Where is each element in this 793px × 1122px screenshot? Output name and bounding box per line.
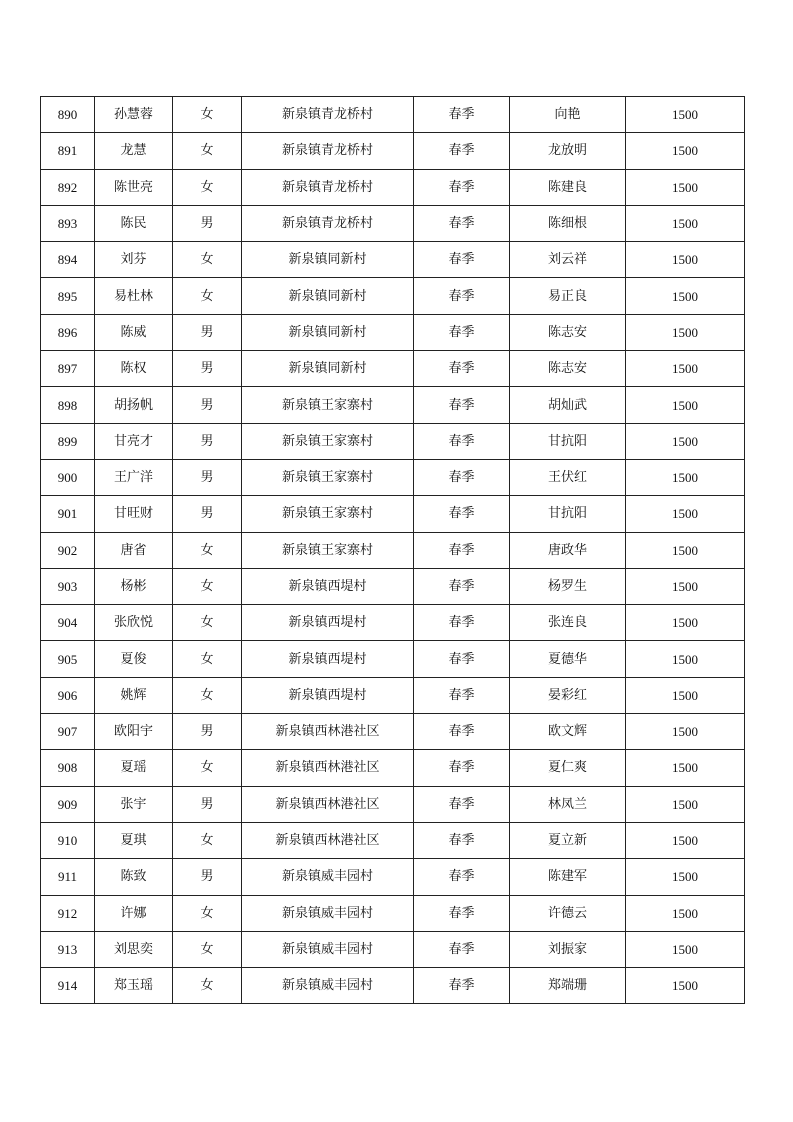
- row-number-cell: 891: [41, 133, 95, 169]
- season-cell: 春季: [414, 822, 510, 858]
- guardian-name-cell: 夏德华: [510, 641, 626, 677]
- student-name-cell: 龙慧: [95, 133, 173, 169]
- row-number-cell: 909: [41, 786, 95, 822]
- amount-cell: 1500: [626, 459, 745, 495]
- season-cell: 春季: [414, 314, 510, 350]
- student-name-cell: 夏瑶: [95, 750, 173, 786]
- table-row: [41, 242, 745, 278]
- table-row: [41, 641, 745, 677]
- amount-cell: 1500: [626, 133, 745, 169]
- row-number-cell: 904: [41, 605, 95, 641]
- amount-cell: 1500: [626, 169, 745, 205]
- student-name-cell: 王广洋: [95, 459, 173, 495]
- amount-cell: 1500: [626, 605, 745, 641]
- row-number-cell: 897: [41, 351, 95, 387]
- amount-cell: 1500: [626, 242, 745, 278]
- guardian-name-cell: 唐政华: [510, 532, 626, 568]
- amount-cell: 1500: [626, 895, 745, 931]
- table-row: [41, 605, 745, 641]
- student-name-cell: 胡扬帆: [95, 387, 173, 423]
- guardian-name-cell: 甘抗阳: [510, 496, 626, 532]
- address-cell: 新泉镇威丰园村: [242, 931, 414, 967]
- row-number-cell: 896: [41, 314, 95, 350]
- table-body: [41, 97, 745, 1004]
- row-number-cell: 899: [41, 423, 95, 459]
- table-row: [41, 568, 745, 604]
- amount-cell: 1500: [626, 532, 745, 568]
- gender-cell: 男: [173, 205, 242, 241]
- season-cell: 春季: [414, 97, 510, 133]
- row-number-cell: 913: [41, 931, 95, 967]
- season-cell: 春季: [414, 750, 510, 786]
- guardian-name-cell: 陈细根: [510, 205, 626, 241]
- row-number-cell: 894: [41, 242, 95, 278]
- amount-cell: 1500: [626, 496, 745, 532]
- amount-cell: 1500: [626, 822, 745, 858]
- row-number-cell: 893: [41, 205, 95, 241]
- gender-cell: 男: [173, 496, 242, 532]
- amount-cell: 1500: [626, 859, 745, 895]
- guardian-name-cell: 向艳: [510, 97, 626, 133]
- gender-cell: 男: [173, 714, 242, 750]
- address-cell: 新泉镇西堤村: [242, 677, 414, 713]
- student-name-cell: 夏俊: [95, 641, 173, 677]
- address-cell: 新泉镇青龙桥村: [242, 97, 414, 133]
- guardian-name-cell: 陈志安: [510, 314, 626, 350]
- student-name-cell: 郑玉瑶: [95, 968, 173, 1004]
- gender-cell: 女: [173, 605, 242, 641]
- row-number-cell: 890: [41, 97, 95, 133]
- season-cell: 春季: [414, 387, 510, 423]
- row-number-cell: 912: [41, 895, 95, 931]
- amount-cell: 1500: [626, 641, 745, 677]
- table-row: [41, 351, 745, 387]
- gender-cell: 男: [173, 387, 242, 423]
- row-number-cell: 900: [41, 459, 95, 495]
- address-cell: 新泉镇威丰园村: [242, 895, 414, 931]
- table-row: [41, 169, 745, 205]
- row-number-cell: 892: [41, 169, 95, 205]
- amount-cell: 1500: [626, 968, 745, 1004]
- gender-cell: 女: [173, 133, 242, 169]
- address-cell: 新泉镇同新村: [242, 278, 414, 314]
- amount-cell: 1500: [626, 97, 745, 133]
- guardian-name-cell: 郑端珊: [510, 968, 626, 1004]
- address-cell: 新泉镇王家寨村: [242, 423, 414, 459]
- row-number-cell: 908: [41, 750, 95, 786]
- student-name-cell: 易杜林: [95, 278, 173, 314]
- guardian-name-cell: 林凤兰: [510, 786, 626, 822]
- season-cell: 春季: [414, 786, 510, 822]
- gender-cell: 女: [173, 242, 242, 278]
- season-cell: 春季: [414, 423, 510, 459]
- address-cell: 新泉镇同新村: [242, 351, 414, 387]
- amount-cell: 1500: [626, 314, 745, 350]
- amount-cell: 1500: [626, 931, 745, 967]
- table-row: [41, 532, 745, 568]
- student-name-cell: 甘旺财: [95, 496, 173, 532]
- table-row: [41, 278, 745, 314]
- amount-cell: 1500: [626, 714, 745, 750]
- address-cell: 新泉镇同新村: [242, 314, 414, 350]
- student-name-cell: 刘思奕: [95, 931, 173, 967]
- table-row: [41, 423, 745, 459]
- guardian-name-cell: 刘云祥: [510, 242, 626, 278]
- address-cell: 新泉镇青龙桥村: [242, 169, 414, 205]
- guardian-name-cell: 龙放明: [510, 133, 626, 169]
- row-number-cell: 907: [41, 714, 95, 750]
- season-cell: 春季: [414, 931, 510, 967]
- table-row: [41, 968, 745, 1004]
- table-row: [41, 496, 745, 532]
- gender-cell: 女: [173, 750, 242, 786]
- student-name-cell: 陈权: [95, 351, 173, 387]
- student-name-cell: 姚辉: [95, 677, 173, 713]
- gender-cell: 女: [173, 895, 242, 931]
- season-cell: 春季: [414, 351, 510, 387]
- student-name-cell: 欧阳宇: [95, 714, 173, 750]
- season-cell: 春季: [414, 895, 510, 931]
- student-name-cell: 许娜: [95, 895, 173, 931]
- student-name-cell: 夏琪: [95, 822, 173, 858]
- season-cell: 春季: [414, 968, 510, 1004]
- amount-cell: 1500: [626, 786, 745, 822]
- table-row: [41, 895, 745, 931]
- season-cell: 春季: [414, 605, 510, 641]
- student-name-cell: 张宇: [95, 786, 173, 822]
- address-cell: 新泉镇青龙桥村: [242, 133, 414, 169]
- roster-table: [40, 96, 745, 1004]
- address-cell: 新泉镇西堤村: [242, 605, 414, 641]
- address-cell: 新泉镇青龙桥村: [242, 205, 414, 241]
- address-cell: 新泉镇王家寨村: [242, 387, 414, 423]
- season-cell: 春季: [414, 459, 510, 495]
- row-number-cell: 895: [41, 278, 95, 314]
- amount-cell: 1500: [626, 205, 745, 241]
- row-number-cell: 901: [41, 496, 95, 532]
- address-cell: 新泉镇王家寨村: [242, 496, 414, 532]
- row-number-cell: 906: [41, 677, 95, 713]
- season-cell: 春季: [414, 278, 510, 314]
- address-cell: 新泉镇王家寨村: [242, 459, 414, 495]
- guardian-name-cell: 晏彩红: [510, 677, 626, 713]
- student-name-cell: 孙慧蓉: [95, 97, 173, 133]
- gender-cell: 女: [173, 169, 242, 205]
- amount-cell: 1500: [626, 677, 745, 713]
- table-row: [41, 133, 745, 169]
- student-name-cell: 陈致: [95, 859, 173, 895]
- gender-cell: 男: [173, 859, 242, 895]
- gender-cell: 女: [173, 568, 242, 604]
- gender-cell: 女: [173, 931, 242, 967]
- guardian-name-cell: 王伏红: [510, 459, 626, 495]
- table-row: [41, 459, 745, 495]
- gender-cell: 女: [173, 97, 242, 133]
- row-number-cell: 898: [41, 387, 95, 423]
- table-row: [41, 714, 745, 750]
- address-cell: 新泉镇同新村: [242, 242, 414, 278]
- address-cell: 新泉镇西林港社区: [242, 714, 414, 750]
- row-number-cell: 903: [41, 568, 95, 604]
- address-cell: 新泉镇西林港社区: [242, 786, 414, 822]
- row-number-cell: 914: [41, 968, 95, 1004]
- address-cell: 新泉镇西堤村: [242, 568, 414, 604]
- guardian-name-cell: 欧文辉: [510, 714, 626, 750]
- guardian-name-cell: 陈建军: [510, 859, 626, 895]
- table-row: [41, 677, 745, 713]
- student-name-cell: 甘亮才: [95, 423, 173, 459]
- address-cell: 新泉镇王家寨村: [242, 532, 414, 568]
- gender-cell: 女: [173, 822, 242, 858]
- table-row: [41, 387, 745, 423]
- season-cell: 春季: [414, 532, 510, 568]
- table-row: [41, 822, 745, 858]
- student-name-cell: 杨彬: [95, 568, 173, 604]
- amount-cell: 1500: [626, 387, 745, 423]
- address-cell: 新泉镇西林港社区: [242, 750, 414, 786]
- student-name-cell: 陈威: [95, 314, 173, 350]
- table-row: [41, 786, 745, 822]
- guardian-name-cell: 刘振家: [510, 931, 626, 967]
- gender-cell: 女: [173, 278, 242, 314]
- student-name-cell: 刘芬: [95, 242, 173, 278]
- amount-cell: 1500: [626, 568, 745, 604]
- guardian-name-cell: 夏立新: [510, 822, 626, 858]
- season-cell: 春季: [414, 496, 510, 532]
- guardian-name-cell: 陈志安: [510, 351, 626, 387]
- gender-cell: 男: [173, 351, 242, 387]
- gender-cell: 男: [173, 459, 242, 495]
- table-row: [41, 97, 745, 133]
- season-cell: 春季: [414, 677, 510, 713]
- season-cell: 春季: [414, 242, 510, 278]
- table-row: [41, 750, 745, 786]
- student-name-cell: 陈世亮: [95, 169, 173, 205]
- guardian-name-cell: 胡灿武: [510, 387, 626, 423]
- guardian-name-cell: 甘抗阳: [510, 423, 626, 459]
- season-cell: 春季: [414, 714, 510, 750]
- row-number-cell: 902: [41, 532, 95, 568]
- table-row: [41, 859, 745, 895]
- season-cell: 春季: [414, 205, 510, 241]
- amount-cell: 1500: [626, 278, 745, 314]
- student-name-cell: 唐省: [95, 532, 173, 568]
- student-name-cell: 陈民: [95, 205, 173, 241]
- gender-cell: 男: [173, 786, 242, 822]
- gender-cell: 女: [173, 532, 242, 568]
- guardian-name-cell: 许德云: [510, 895, 626, 931]
- amount-cell: 1500: [626, 351, 745, 387]
- season-cell: 春季: [414, 169, 510, 205]
- row-number-cell: 911: [41, 859, 95, 895]
- gender-cell: 男: [173, 314, 242, 350]
- address-cell: 新泉镇威丰园村: [242, 859, 414, 895]
- gender-cell: 男: [173, 423, 242, 459]
- season-cell: 春季: [414, 133, 510, 169]
- amount-cell: 1500: [626, 750, 745, 786]
- row-number-cell: 905: [41, 641, 95, 677]
- student-name-cell: 张欣悦: [95, 605, 173, 641]
- season-cell: 春季: [414, 568, 510, 604]
- guardian-name-cell: 张连良: [510, 605, 626, 641]
- guardian-name-cell: 陈建良: [510, 169, 626, 205]
- table-row: [41, 314, 745, 350]
- address-cell: 新泉镇威丰园村: [242, 968, 414, 1004]
- address-cell: 新泉镇西堤村: [242, 641, 414, 677]
- guardian-name-cell: 夏仁爽: [510, 750, 626, 786]
- season-cell: 春季: [414, 859, 510, 895]
- gender-cell: 女: [173, 641, 242, 677]
- gender-cell: 女: [173, 968, 242, 1004]
- guardian-name-cell: 杨罗生: [510, 568, 626, 604]
- row-number-cell: 910: [41, 822, 95, 858]
- amount-cell: 1500: [626, 423, 745, 459]
- season-cell: 春季: [414, 641, 510, 677]
- table-row: [41, 205, 745, 241]
- guardian-name-cell: 易正良: [510, 278, 626, 314]
- table-row: [41, 931, 745, 967]
- address-cell: 新泉镇西林港社区: [242, 822, 414, 858]
- gender-cell: 女: [173, 677, 242, 713]
